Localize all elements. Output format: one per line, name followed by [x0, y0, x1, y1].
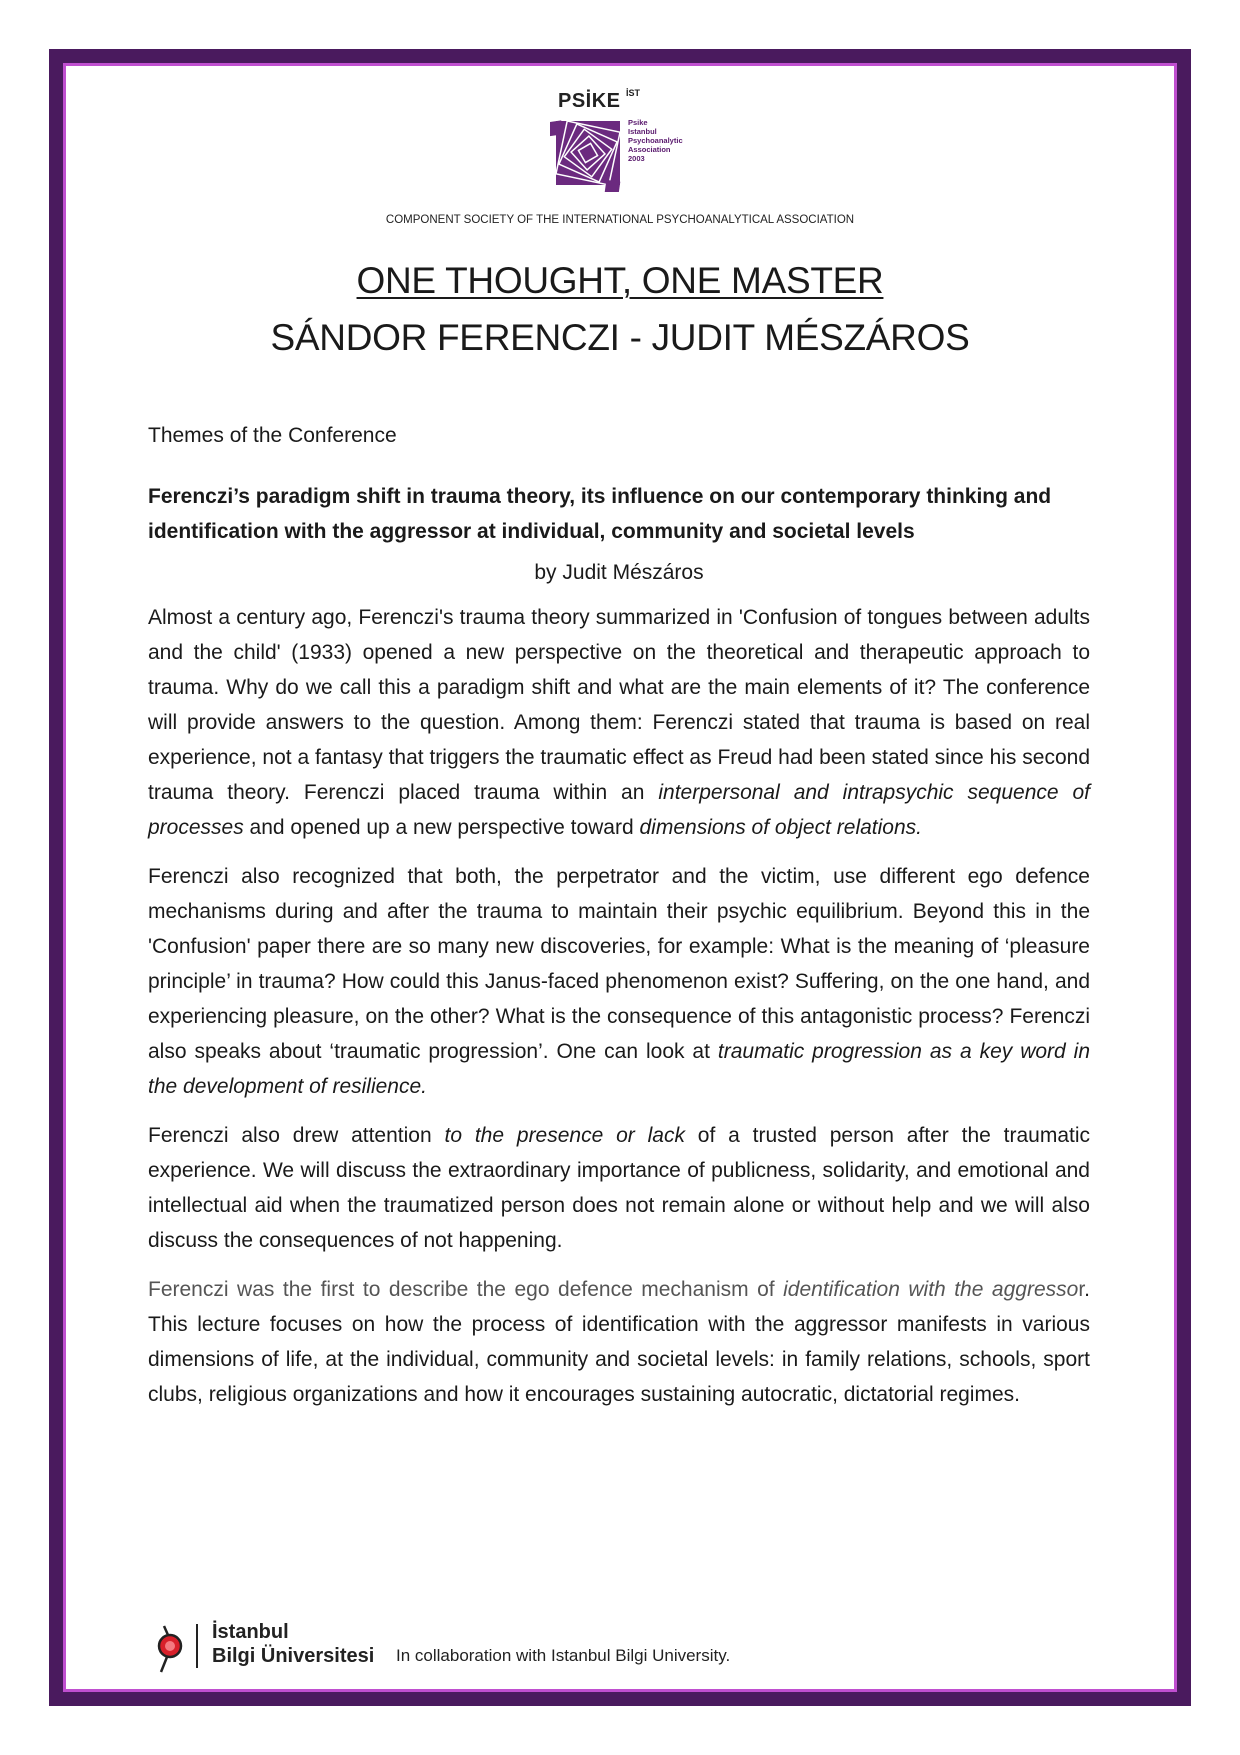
paragraph-2: Ferenczi also recognized that both, the perpetrator and the victim, use different ego defence mechanisms during and after the trauma to maintain their psychic equilibrium. Beyond this in the 'Confusion' paper there are so many new discoveries, for example: What is the meaning of ‘pleasure principle’ in trauma? How could this Janus-faced phenomenon exist? Suffering, on the one hand, and experiencing pleasure, on the other? What is the consequence of this antagonistic process? Ferenczi also speaks about ‘traumatic progression’. One can look at traumatic progression as a key word in the development of resilience. — [148, 865, 1090, 1098]
logo-wordmark: PSİKE — [558, 90, 621, 112]
lecture-title: Ferenczi’s paradigm shift in trauma theory, its influence on our contemporary thinking and identification with the aggressor at individual, community and societal levels — [148, 485, 1052, 543]
paragraph-3: Ferenczi also drew attention to the presence or lack of a trusted person after the traumatic experience. We will discuss the extraordinary importance of publicness, solidarity, and emotional and intellectual aid when the traumatized person does not remain alone or without help and we will also discuss the consequences of not happening. — [148, 1124, 1091, 1252]
paragraph-4: Ferenczi was the first to describe the ego defence mechanism of identification with the aggressor. This lecture focuses on how the process of identification with the aggressor manifests in various dimensions of life, at the individual, community and societal levels: in family relations, schools, sport clubs, religious organizations and how it encourages sustaining autocratic, dictatorial regimes. — [148, 1278, 1090, 1406]
component-society-line: COMPONENT SOCIETY OF THE INTERNATIONAL PSYCHOANALYTICAL ASSOCIATION — [385, 214, 855, 226]
byline: by Judit Mészáros — [534, 561, 704, 584]
university-name: İstanbul Bilgi Üniversitesi — [212, 1621, 375, 1667]
page-subtitle-names: SÁNDOR FERENCZI - JUDIT MÉSZÁROS — [270, 317, 970, 358]
document-body — [148, 418, 1090, 1426]
spiral-squares-logo-icon — [550, 114, 626, 192]
psike-istanbul-logo — [548, 86, 708, 196]
logo-subtext: Psike Istanbul Psychoanalytic Association 2003 — [628, 118, 683, 163]
page-title: ONE THOUGHT, ONE MASTER — [356, 260, 884, 301]
logo-superscript: İST — [626, 88, 641, 98]
footer-divider — [196, 1624, 198, 1668]
paragraph-1: Almost a century ago, Ferenczi's trauma theory summarized in 'Confusion of tongues between adults and the child' (1933) opened a new perspective on the theoretical and therapeutic approach to trauma. Why do we call this a paradigm shift and what are the main elements of it? The conference will provide answers to the question. Among them: Ferenczi stated that trauma is based on real experience, not a fantasy that triggers the traumatic effect as Freud had been stated since his second trauma theory. Ferenczi placed trauma within an interpersonal and intrapsychic sequence of processes and opened up a new perspective toward dimensions of object relations. — [148, 606, 1091, 839]
bilgi-university-logo-icon — [150, 1622, 190, 1674]
themes-label: Themes of the Conference — [148, 424, 397, 447]
footer — [150, 1618, 850, 1678]
collaboration-note: In collaboration with Istanbul Bilgi University. — [396, 1646, 731, 1665]
